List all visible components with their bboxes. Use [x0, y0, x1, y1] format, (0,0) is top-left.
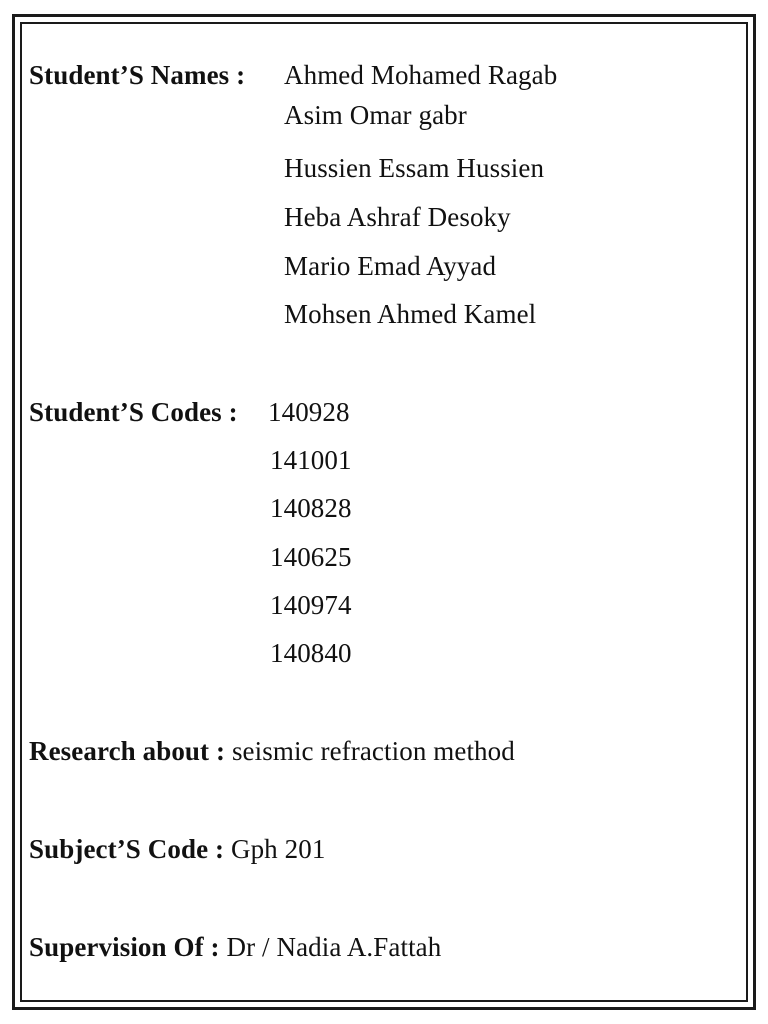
research-line [29, 735, 515, 767]
subject-code-line [29, 833, 325, 865]
student-code-5: 140974 [270, 590, 352, 620]
student-code-4: 140625 [270, 542, 352, 572]
student-codes-label: Student’S Codes : [29, 397, 238, 427]
student-name-6: Mohsen Ahmed Kamel [284, 299, 537, 329]
student-name-1: Ahmed Mohamed Ragab [284, 60, 558, 90]
student-code-6: 140840 [270, 638, 352, 668]
supervision-label: Supervision Of : [29, 932, 220, 962]
student-name-5: Mario Emad Ayyad [284, 251, 497, 281]
student-name-3: Hussien Essam Hussien [284, 153, 545, 183]
student-code-1: 140928 [268, 397, 350, 427]
subject-code-label: Subject’S Code : [29, 834, 225, 864]
student-code-2: 141001 [270, 445, 352, 475]
research-label: Research about : [29, 736, 226, 766]
student-code-3: 140828 [270, 493, 352, 523]
supervision-value: Dr / Nadia A.Fattah [226, 932, 442, 962]
research-value: seismic refraction method [231, 736, 515, 766]
student-name-2: Asim Omar gabr [284, 100, 467, 130]
subject-code-value: Gph 201 [230, 834, 326, 864]
student-names-label: Student’S Names : [29, 60, 246, 90]
supervision-line [29, 931, 441, 963]
student-name-4: Heba Ashraf Desoky [284, 202, 511, 232]
